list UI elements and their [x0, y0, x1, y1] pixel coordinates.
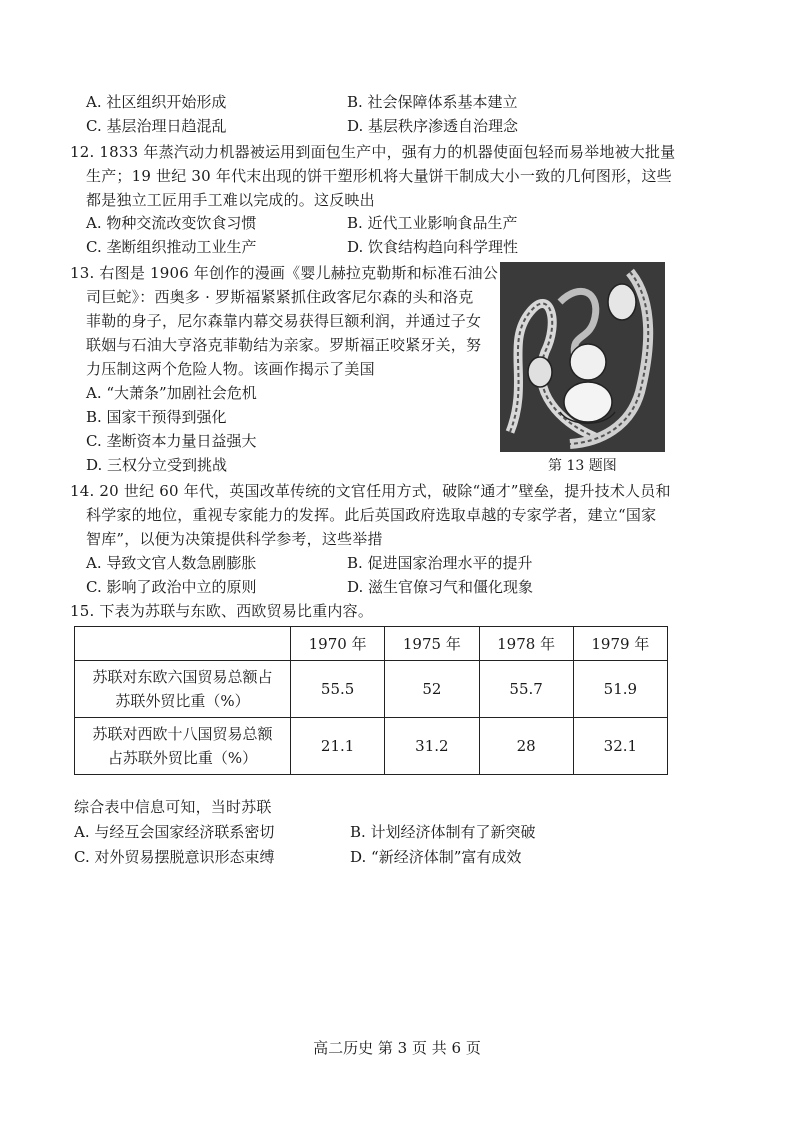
q15-option-d: D. “新经济体制”富有成效: [350, 848, 522, 866]
q14-stem-line-3: 智库”，以便为决策提供科学参考，这些举措: [86, 530, 383, 548]
q13-stem-line-2: 司巨蛇》：西奥多 · 罗斯福紧紧抓住政客尼尔森的头和洛克: [86, 288, 474, 306]
row-label-line-2: 占苏联外贸比重（%）: [107, 749, 258, 767]
q14-option-a: A. 导致文官人数急剧膨胀: [86, 554, 257, 572]
row-label-line-1: 苏联对东欧六国贸易总额占: [92, 668, 273, 686]
q13-stem-line-5: 力压制这两个危险人物。该画作揭示了美国: [86, 360, 375, 378]
q14-option-d: D. 滋生官僚习气和僵化现象: [347, 578, 534, 596]
q15-conclusion: 综合表中信息可知，当时苏联: [74, 798, 272, 816]
trade-share-table: [74, 626, 668, 775]
q14-option-b: B. 促进国家治理水平的提升: [347, 554, 533, 572]
q12-stem-line-2: 生产；19 世纪 30 年代末出现的饼干塑形机将大量饼干制成大小一致的几何图形，这些: [86, 167, 672, 185]
q11-option-d: D. 基层秩序渗透自治理念: [347, 117, 519, 135]
q13-option-d: D. 三权分立受到挑战: [86, 456, 228, 474]
q13-option-a: A. “大萧条”加剧社会危机: [86, 384, 257, 402]
page-footer: 高二历史 第 3 页 共 6 页: [313, 1039, 481, 1057]
row-label-line-2: 苏联外贸比重（%）: [115, 692, 250, 710]
q15-option-a: A. 与经互会国家经济联系密切: [74, 823, 275, 841]
table-header-cell: 1979 年: [573, 627, 667, 661]
q15-option-c: C. 对外贸易摆脱意识形态束缚: [74, 848, 275, 866]
q14-stem-line-2: 科学家的地位，重视专家能力的发挥。此后英国政府选取卓越的专家学者，建立“国家: [86, 506, 657, 524]
table-row: [75, 661, 668, 718]
q12-stem-line-3: 都是独立工匠用手工难以完成的。这反映出: [86, 191, 375, 209]
q11-option-a: A. 社区组织开始形成: [86, 93, 227, 111]
table-header-cell: 1975 年: [385, 627, 479, 661]
table-cell: 32.1: [573, 718, 667, 775]
q11-option-c: C. 基层治理日趋混乱: [86, 117, 227, 135]
q14-option-c: C. 影响了政治中立的原则: [86, 578, 257, 596]
row-label-line-1: 苏联对西欧十八国贸易总额: [92, 725, 273, 743]
q12-option-c: C. 垄断组织推动工业生产: [86, 238, 257, 256]
table-cell: 55.5: [291, 661, 385, 718]
table-row-label: [75, 661, 291, 718]
table-cell: 31.2: [385, 718, 479, 775]
table-cell: 55.7: [479, 661, 573, 718]
q13-stem-line-1: 13. 右图是 1906 年创作的漫画《婴儿赫拉克勒斯和标准石油公: [70, 264, 498, 282]
q13-stem-line-4: 联姻与石油大亨洛克菲勒结为亲家。罗斯福正咬紧牙关，努: [86, 336, 482, 354]
q12-option-a: A. 物种交流改变饮食习惯: [86, 214, 257, 232]
figure-caption: 第 13 题图: [548, 458, 617, 474]
q12-option-d: D. 饮食结构趋向科学理性: [347, 238, 519, 256]
table-header-row: [75, 627, 668, 661]
table-cell: 21.1: [291, 718, 385, 775]
q11-option-b: B. 社会保障体系基本建立: [347, 93, 518, 111]
serpent-cartoon-illustration: [500, 262, 665, 452]
table-cell: 28: [479, 718, 573, 775]
table-cell: 51.9: [573, 661, 667, 718]
q12-option-b: B. 近代工业影响食品生产: [347, 214, 518, 232]
cartoon-figure: [500, 262, 665, 452]
q12-stem-line-1: 12. 1833 年蒸汽动力机器被运用到面包生产中，强有力的机器使面包轻而易举地被大批量: [70, 143, 676, 161]
q15-option-b: B. 计划经济体制有了新突破: [350, 823, 536, 841]
table-header-cell: 1978 年: [479, 627, 573, 661]
q14-stem-line-1: 14. 20 世纪 60 年代，英国改革传统的文官任用方式，破除“通才”壁垒，提升技术人员和: [70, 482, 671, 500]
table-row: [75, 718, 668, 775]
q13-option-b: B. 国家干预得到强化: [86, 408, 227, 426]
table-header-cell: [75, 627, 291, 661]
q13-stem-line-3: 菲勒的身子，尼尔森靠内幕交易获得巨额利润，并通过子女: [86, 312, 482, 330]
q15-stem: 15. 下表为苏联与东欧、西欧贸易比重内容。: [70, 602, 374, 620]
table-header-cell: 1970 年: [291, 627, 385, 661]
table-cell: 52: [385, 661, 479, 718]
table-row-label: [75, 718, 291, 775]
q13-option-c: C. 垄断资本力量日益强大: [86, 432, 257, 450]
